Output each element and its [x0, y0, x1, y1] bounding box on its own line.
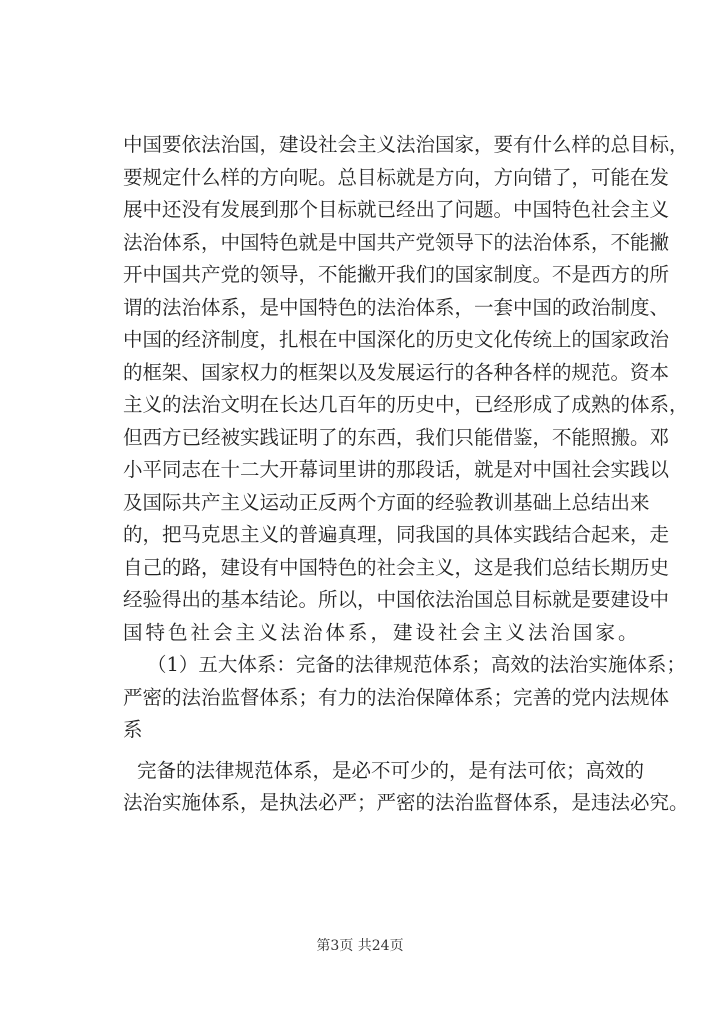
body-text [123, 129, 689, 820]
text-line: 但西方已经被实践证明了的东西，我们只能借鉴，不能照搬。邓 [123, 425, 670, 449]
text-line: 国特色社会主义法治体系，建设社会主义法治国家。 [123, 620, 641, 644]
page-number-footer: 第3页 共24页 [316, 938, 404, 954]
text-line: 法治实施体系，是执法必严；严密的法治监督体系，是违法必究。 [123, 791, 689, 814]
text-line: 要规定什么样的方向呢。总目标就是方向，方向错了，可能在发 [123, 165, 670, 189]
paragraph-five-systems [123, 649, 686, 747]
text-line: 的，把马克思主义的普遍真理，同我国的具体实践结合起来，走 [123, 523, 670, 546]
text-line: 中国的经济制度，扎根在中国深化的历史文化传统上的国家政治 [123, 328, 670, 351]
text-line: 谓的法治体系，是中国特色的法治体系，一套中国的政治制度、 [123, 295, 670, 319]
text-line: 系 [123, 718, 146, 741]
text-line: 开中国共产党的领导，不能撇开我们的国家制度。不是西方的所 [123, 263, 670, 286]
text-line: 展中还没有发展到那个目标就已经出了问题。中国特色社会主义 [123, 198, 670, 221]
text-line: 主义的法治文明在长达几百年的历史中，已经形成了成熟的体系， [123, 393, 689, 416]
text-line: 中国要依法治国，建设社会主义法治国家，要有什么样的总目标， [123, 133, 689, 156]
text-line: （1）五大体系：完备的法律规范体系；高效的法治实施体系； [147, 653, 686, 676]
text-line: 及国际共产主义运动正反两个方面的经验教训基础上总结出来 [123, 490, 650, 514]
text-line: 经验得出的基本结论。所以，中国依法治国总目标就是要建设中 [123, 588, 670, 611]
paragraph-gap [123, 747, 628, 755]
paragraph-overall-goal [123, 129, 689, 649]
text-line: 严密的法治监督体系；有力的法治保障体系；完善的党内法规体 [123, 685, 670, 709]
text-line: 小平同志在十二大开幕词里讲的那段话，就是对中国社会实践以 [123, 458, 670, 481]
text-line: 完备的法律规范体系，是必不可少的，是有法可依；高效的 [137, 758, 645, 782]
text-line: 的框架、国家权力的框架以及发展运行的各种各样的规范。资本 [123, 360, 670, 384]
text-line: 自己的路，建设有中国特色的社会主义，这是我们总结长期历史 [123, 555, 670, 579]
text-line: 法治体系，中国特色就是中国共产党领导下的法治体系，不能撇 [123, 230, 670, 254]
paragraph-system-explanation [123, 755, 689, 820]
